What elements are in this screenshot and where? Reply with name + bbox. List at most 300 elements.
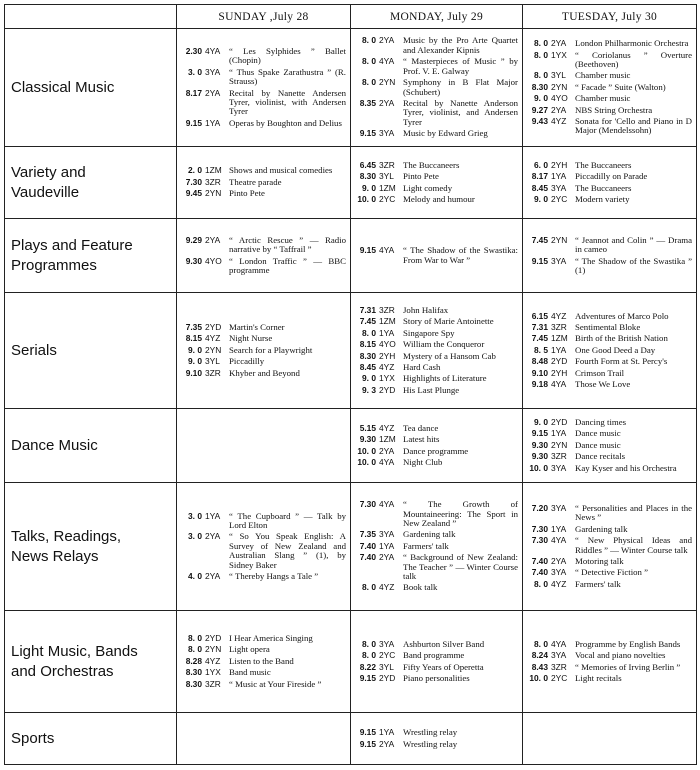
programme-entry: [529, 195, 692, 204]
entry-time: 9.45: [185, 188, 202, 199]
entry-time: 8. 0: [362, 56, 376, 67]
programme-entry: [529, 334, 692, 343]
entry-time: 8.30: [531, 81, 548, 92]
programme-entry: [357, 36, 518, 55]
entry-station: 4YO: [551, 93, 568, 104]
programme-entry: [357, 640, 518, 649]
entry-station: 3YA: [551, 462, 567, 473]
category-row: [5, 147, 697, 219]
entry-time: 7.45: [531, 234, 548, 245]
programme-entry: [357, 161, 518, 170]
programme-entry: [183, 189, 346, 198]
entry-title: Melody and humour: [403, 193, 475, 204]
entry-station: 3YL: [379, 661, 394, 672]
day-cell-sunday: [177, 29, 351, 147]
entry-title: Khyber and Beyond: [229, 367, 300, 378]
entry-time: 9.15: [359, 727, 376, 738]
entry-station: 2YD: [551, 356, 568, 367]
programme-entry: [357, 246, 518, 265]
day-cell-monday: [351, 611, 523, 713]
category-label: [5, 409, 177, 483]
category-label: [5, 147, 177, 219]
entry-title: Vocal and piano novelties: [575, 650, 666, 661]
entry-title: “ London Traffic ” — BBC programme: [229, 255, 346, 275]
entry-station: 4YZ: [205, 655, 221, 666]
entry-time: 9. 0: [534, 93, 548, 104]
entry-time: 10. 0: [357, 445, 376, 456]
programme-entry: [357, 195, 518, 204]
entry-title: Hard Cash: [403, 361, 441, 372]
entry-time: 9.15: [531, 428, 548, 439]
entry-title: Chamber music: [575, 93, 631, 104]
entry-title: Dance music: [575, 439, 621, 450]
entry-title: “ Facade ” Suite (Walton): [575, 81, 666, 92]
programme-entry: [357, 458, 518, 467]
programme-entry: [357, 530, 518, 539]
entry-title: The Buccaneers: [403, 159, 460, 170]
programme-entry: [529, 346, 692, 355]
entry-time: 8.30: [185, 678, 202, 689]
entry-title: “ Coriolanus ” Overture (Beethoven): [575, 49, 692, 69]
grid-body: [5, 29, 697, 765]
day-cell-sunday: [177, 147, 351, 219]
entry-station: 1ZM: [379, 434, 396, 445]
entry-title: The Buccaneers: [575, 182, 632, 193]
entry-station: 3ZR: [379, 159, 395, 170]
programme-entry: [529, 557, 692, 566]
entry-time: 7.40: [531, 567, 548, 578]
programme-entry: [183, 357, 346, 366]
entry-title: “ The Shadow of the Swastika: From War to War ”: [403, 245, 518, 265]
programme-entry: [529, 452, 692, 461]
programme-entry: [357, 663, 518, 672]
entry-time: 9.10: [531, 367, 548, 378]
entry-time: 4. 0: [188, 571, 202, 582]
programme-entry: [529, 51, 692, 70]
entry-time: 8. 0: [188, 644, 202, 655]
entry-time: 9. 0: [534, 193, 548, 204]
programme-entry: [357, 583, 518, 592]
programme-entry: [529, 71, 692, 80]
programme-entry: [183, 680, 346, 689]
programme-entry: [529, 536, 692, 555]
entry-time: 9.30: [531, 451, 548, 462]
entry-title: Programme by English Bands: [575, 638, 681, 649]
entry-title: Farmers' talk: [575, 578, 621, 589]
entry-station: 4YA: [551, 535, 567, 546]
entry-time: 8.35: [359, 97, 376, 108]
entry-title: Sonata for 'Cello and Piano in D Major (Mendelssohn): [575, 116, 692, 136]
programme-entry: [357, 129, 518, 138]
entry-time: 9.15: [531, 255, 548, 266]
entry-time: 9.18: [531, 379, 548, 390]
entry-station: 1YX: [551, 49, 567, 60]
entry-title: Piccadilly: [229, 356, 265, 367]
entry-title: Mystery of a Hansom Cab: [403, 350, 496, 361]
day-cell-tuesday: [523, 219, 697, 293]
entry-station: 2YA: [379, 445, 395, 456]
entry-station: 3ZR: [551, 321, 567, 332]
entry-title: Birth of the British Nation: [575, 333, 668, 344]
entry-time: 8.22: [359, 661, 376, 672]
programme-entry: [183, 68, 346, 87]
programme-entry: [529, 429, 692, 438]
day-cell-tuesday: [523, 713, 697, 765]
entry-station: 2YH: [551, 367, 568, 378]
programme-entry: [357, 500, 518, 528]
programme-entry: [357, 57, 518, 76]
entry-title: Gardening talk: [403, 529, 456, 540]
entry-station: 1ZM: [551, 333, 568, 344]
entry-title: Story of Marie Antoinette: [403, 316, 494, 327]
programme-entry: [357, 340, 518, 349]
category-label-line: Programmes: [11, 256, 97, 274]
entry-time: 9.43: [531, 116, 548, 127]
entry-title: Pinto Pete: [229, 188, 265, 199]
entry-title: Tea dance: [403, 422, 439, 433]
entry-time: 8. 0: [362, 77, 376, 88]
entry-station: 4YO: [379, 339, 396, 350]
entry-station: 3YL: [379, 171, 394, 182]
entry-time: 7.35: [185, 321, 202, 332]
entry-station: 3YA: [379, 128, 395, 139]
programme-entry: [183, 119, 346, 128]
entry-time: 7.45: [531, 333, 548, 344]
entry-title: Piano personalities: [403, 672, 470, 683]
entry-time: 6. 0: [534, 159, 548, 170]
category-label-line: Dance Music: [11, 436, 98, 454]
programme-entry: [529, 39, 692, 48]
entry-station: 4YZ: [205, 333, 221, 344]
day-cell-tuesday: [523, 293, 697, 409]
day-cell-monday: [351, 147, 523, 219]
day-cell-monday: [351, 483, 523, 611]
programme-entry: [357, 306, 518, 315]
category-label: [5, 611, 177, 713]
entry-title: “ The Shadow of the Swastika ” (1): [575, 255, 692, 275]
entry-time: 9.15: [359, 672, 376, 683]
entry-station: 3ZR: [551, 451, 567, 462]
entry-title: Modern variety: [575, 193, 630, 204]
entry-time: 9.30: [359, 434, 376, 445]
entry-title: Recital by Nanette Andersen Tyrer, violinist, with Andersen Tyrer: [229, 87, 346, 117]
entry-station: 2YH: [379, 350, 396, 361]
programme-entry: [529, 106, 692, 115]
entry-time: 8. 0: [362, 638, 376, 649]
entry-station: 3ZR: [205, 176, 221, 187]
entry-time: 8.45: [359, 361, 376, 372]
entry-station: 3YA: [551, 502, 567, 513]
entry-time: 8. 0: [362, 650, 376, 661]
entry-time: 10. 0: [529, 462, 548, 473]
programme-entry: [357, 651, 518, 660]
category-label: [5, 29, 177, 147]
programme-entry: [183, 89, 346, 117]
entry-title: “ Arctic Rescue ” — Radio narrative by “ Taffrail ”: [229, 234, 346, 255]
entry-title: “ Thereby Hangs a Tale ”: [229, 571, 319, 582]
entry-station: 4YA: [379, 245, 395, 256]
category-row: [5, 29, 697, 147]
entry-station: 4YA: [551, 379, 567, 390]
entry-station: 2YA: [205, 87, 221, 98]
entry-time: 8.48: [531, 356, 548, 367]
entry-time: 5.15: [359, 422, 376, 433]
entry-station: 2YA: [205, 531, 221, 542]
entry-title: Latest hits: [403, 434, 440, 445]
entry-station: 3ZR: [551, 661, 567, 672]
entry-station: 3YA: [379, 529, 395, 540]
day-cell-tuesday: [523, 611, 697, 713]
entry-station: 2YN: [551, 81, 568, 92]
entry-time: 9.15: [185, 117, 202, 128]
entry-title: Light comedy: [403, 182, 453, 193]
programme-entry: [529, 674, 692, 683]
entry-title: Gardening talk: [575, 523, 628, 534]
entry-title: Farmers' talk: [403, 540, 449, 551]
entry-time: 9.27: [531, 104, 548, 115]
entry-station: 2YA: [205, 571, 221, 582]
entry-station: 2YN: [205, 188, 222, 199]
entry-time: 8. 0: [362, 35, 376, 46]
entry-time: 9.10: [185, 367, 202, 378]
entry-title: London Philharmonic Orchestra: [575, 38, 689, 49]
entry-station: 1ZM: [379, 316, 396, 327]
entry-station: 1YA: [551, 428, 567, 439]
programme-entry: [183, 257, 346, 276]
entry-time: 3. 0: [188, 66, 202, 77]
programme-entry: [183, 166, 346, 175]
entry-station: 4YZ: [379, 582, 395, 593]
entry-time: 7.20: [531, 502, 548, 513]
entry-time: 8. 0: [362, 327, 376, 338]
entry-station: 1YX: [379, 373, 395, 384]
day-cell-sunday: [177, 409, 351, 483]
entry-title: Operas by Boughton and Delius: [229, 117, 342, 128]
programme-entry: [529, 418, 692, 427]
entry-time: 8.15: [359, 339, 376, 350]
entry-title: Search for a Playwright: [229, 344, 313, 355]
entry-time: 9.15: [359, 245, 376, 256]
entry-time: 8. 0: [534, 70, 548, 81]
entry-station: 1YA: [205, 510, 221, 521]
day-cell-sunday: [177, 293, 351, 409]
entry-title: “ Music at Your Fireside ”: [229, 678, 322, 689]
category-label-line: Serials: [11, 341, 57, 359]
entry-time: 10. 0: [529, 672, 548, 683]
entry-title: Listen to the Band: [229, 655, 294, 666]
entry-time: 2.30: [185, 45, 202, 56]
entry-time: 8.15: [185, 333, 202, 344]
programme-entry: [357, 728, 518, 737]
day-cell-tuesday: [523, 409, 697, 483]
entry-title: “ New Physical Ideas and Riddles ” — Winter Course talk: [575, 535, 692, 555]
entry-station: 1YA: [205, 117, 221, 128]
entry-station: 1YA: [379, 540, 395, 551]
entry-title: Fourth Form at St. Percy's: [575, 356, 668, 367]
entry-time: 7.40: [531, 555, 548, 566]
entry-time: 9.29: [185, 234, 202, 245]
entry-time: 9.30: [531, 439, 548, 450]
entry-station: 2YD: [379, 672, 396, 683]
entry-time: 9. 0: [534, 416, 548, 427]
category-label-line: Sports: [11, 729, 55, 747]
entry-station: 4YZ: [379, 422, 395, 433]
day-cell-tuesday: [523, 29, 697, 147]
entry-time: 8.17: [185, 87, 202, 98]
category-label-line: Variety and: [11, 163, 86, 181]
entry-station: 3YA: [551, 255, 567, 266]
entry-time: 7.31: [531, 321, 548, 332]
programme-entry: [183, 572, 346, 581]
programme-entry: [183, 634, 346, 643]
entry-station: 4YZ: [551, 310, 567, 321]
entry-station: 2YC: [379, 193, 396, 204]
entry-station: 2YD: [205, 321, 222, 332]
entry-station: 2YN: [205, 344, 222, 355]
programme-entry: [357, 317, 518, 326]
entry-title: “ Thus Spake Zarathustra ” (R. Strauss): [229, 66, 346, 87]
programme-entry: [183, 178, 346, 187]
day-cell-sunday: [177, 713, 351, 765]
entry-time: 8.28: [185, 655, 202, 666]
programme-entry: [529, 184, 692, 193]
day-cell-monday: [351, 293, 523, 409]
entry-time: 8.43: [531, 661, 548, 672]
entry-title: Motoring talk: [575, 555, 624, 566]
entry-title: His Last Plunge: [403, 384, 460, 395]
programme-entry: [183, 532, 346, 570]
entry-station: 2YH: [551, 159, 568, 170]
entry-station: 1YX: [205, 667, 221, 678]
radio-programme-grid: [4, 4, 697, 765]
entry-title: Highlights of Literature: [403, 373, 487, 384]
programme-entry: [529, 83, 692, 92]
entry-title: Those We Love: [575, 379, 631, 390]
entry-title: Kay Kyser and his Orchestra: [575, 462, 677, 473]
entry-title: Dance programme: [403, 445, 469, 456]
programme-entry: [357, 740, 518, 749]
programme-entry: [357, 674, 518, 683]
entry-time: 9. 0: [362, 373, 376, 384]
entry-title: NBS String Orchestra: [575, 104, 653, 115]
day-cell-monday: [351, 29, 523, 147]
programme-entry: [529, 525, 692, 534]
entry-time: 7.45: [359, 316, 376, 327]
entry-title: Band music: [229, 667, 271, 678]
entry-time: 9.30: [185, 255, 202, 266]
programme-entry: [357, 553, 518, 581]
programme-entry: [357, 78, 518, 97]
entry-time: 6.15: [531, 310, 548, 321]
programme-entry: [183, 657, 346, 666]
entry-title: Dance music: [575, 428, 621, 439]
entry-station: 2YC: [551, 193, 568, 204]
entry-time: 7.30: [185, 176, 202, 187]
entry-title: Symphony in B Flat Major (Schubert): [403, 77, 518, 97]
entry-title: Chamber music: [575, 70, 631, 81]
entry-title: Music by Edward Grieg: [403, 128, 488, 139]
entry-station: 2YD: [551, 416, 568, 427]
entry-station: 1ZM: [379, 182, 396, 193]
entry-time: 9. 3: [362, 384, 376, 395]
entry-station: 2YN: [379, 77, 396, 88]
header-monday: MONDAY, July 29: [351, 5, 523, 29]
entry-time: 10. 0: [357, 193, 376, 204]
entry-time: 7.30: [531, 523, 548, 534]
category-label: [5, 219, 177, 293]
entry-title: “ The Growth of Mountaineering: The Sport in New Zealand ”: [403, 499, 518, 528]
entry-title: One Good Deed a Day: [575, 344, 656, 355]
programme-entry: [183, 323, 346, 332]
entry-title: “ Masterpieces of Music ” by Prof. V. E. Galway: [403, 56, 518, 76]
programme-entry: [357, 352, 518, 361]
programme-entry: [529, 441, 692, 450]
entry-station: 1YA: [379, 727, 395, 738]
programme-entry: [183, 334, 346, 343]
entry-station: 3YA: [551, 650, 567, 661]
entry-title: “ Detective Fiction ”: [575, 567, 649, 578]
entry-time: 7.30: [359, 499, 376, 510]
entry-title: Sentimental Bloke: [575, 321, 641, 332]
entry-station: 2YC: [551, 672, 568, 683]
programme-entry: [529, 369, 692, 378]
entry-station: 4YZ: [379, 361, 395, 372]
entry-time: 8. 0: [534, 49, 548, 60]
programme-entry: [529, 236, 692, 255]
entry-time: 7.35: [359, 529, 376, 540]
day-cell-sunday: [177, 611, 351, 713]
entry-time: 6.45: [359, 159, 376, 170]
category-row: [5, 713, 697, 765]
entry-station: 3YA: [205, 66, 221, 77]
entry-station: 1YA: [551, 171, 567, 182]
entry-station: 1YA: [379, 327, 395, 338]
entry-time: 8.30: [359, 171, 376, 182]
entry-station: 4YZ: [551, 116, 567, 127]
entry-time: 2. 0: [188, 165, 202, 176]
category-label-line: Classical Music: [11, 78, 115, 96]
entry-title: John Halifax: [403, 304, 449, 315]
programme-entry: [357, 374, 518, 383]
entry-title: Shows and musical comedies: [229, 165, 333, 176]
entry-title: Ashburton Silver Band: [403, 638, 485, 649]
entry-station: 2YA: [551, 38, 567, 49]
programme-entry: [529, 464, 692, 473]
entry-station: 3YA: [551, 567, 567, 578]
programme-entry: [183, 369, 346, 378]
entry-time: 3. 0: [188, 531, 202, 542]
entry-title: Adventures of Marco Polo: [575, 310, 669, 321]
programme-entry: [529, 580, 692, 589]
entry-time: 9. 0: [188, 356, 202, 367]
header-sunday: SUNDAY ,July 28: [177, 5, 351, 29]
entry-title: Theatre parade: [229, 176, 282, 187]
programme-entry: [183, 668, 346, 677]
entry-station: 2YA: [551, 104, 567, 115]
entry-title: “ Les Sylphides ” Ballet (Chopin): [229, 45, 346, 66]
entry-station: 3YL: [551, 70, 566, 81]
header-tuesday: TUESDAY, July 30: [523, 5, 697, 29]
entry-title: Night Club: [403, 456, 443, 467]
entry-title: Martin's Corner: [229, 321, 285, 332]
entry-station: 3YA: [551, 182, 567, 193]
programme-entry: [529, 663, 692, 672]
programme-entry: [529, 312, 692, 321]
entry-time: 8.24: [531, 650, 548, 661]
entry-title: Light recitals: [575, 672, 622, 683]
entry-station: 1YA: [551, 523, 567, 534]
entry-station: 4YA: [379, 56, 395, 67]
